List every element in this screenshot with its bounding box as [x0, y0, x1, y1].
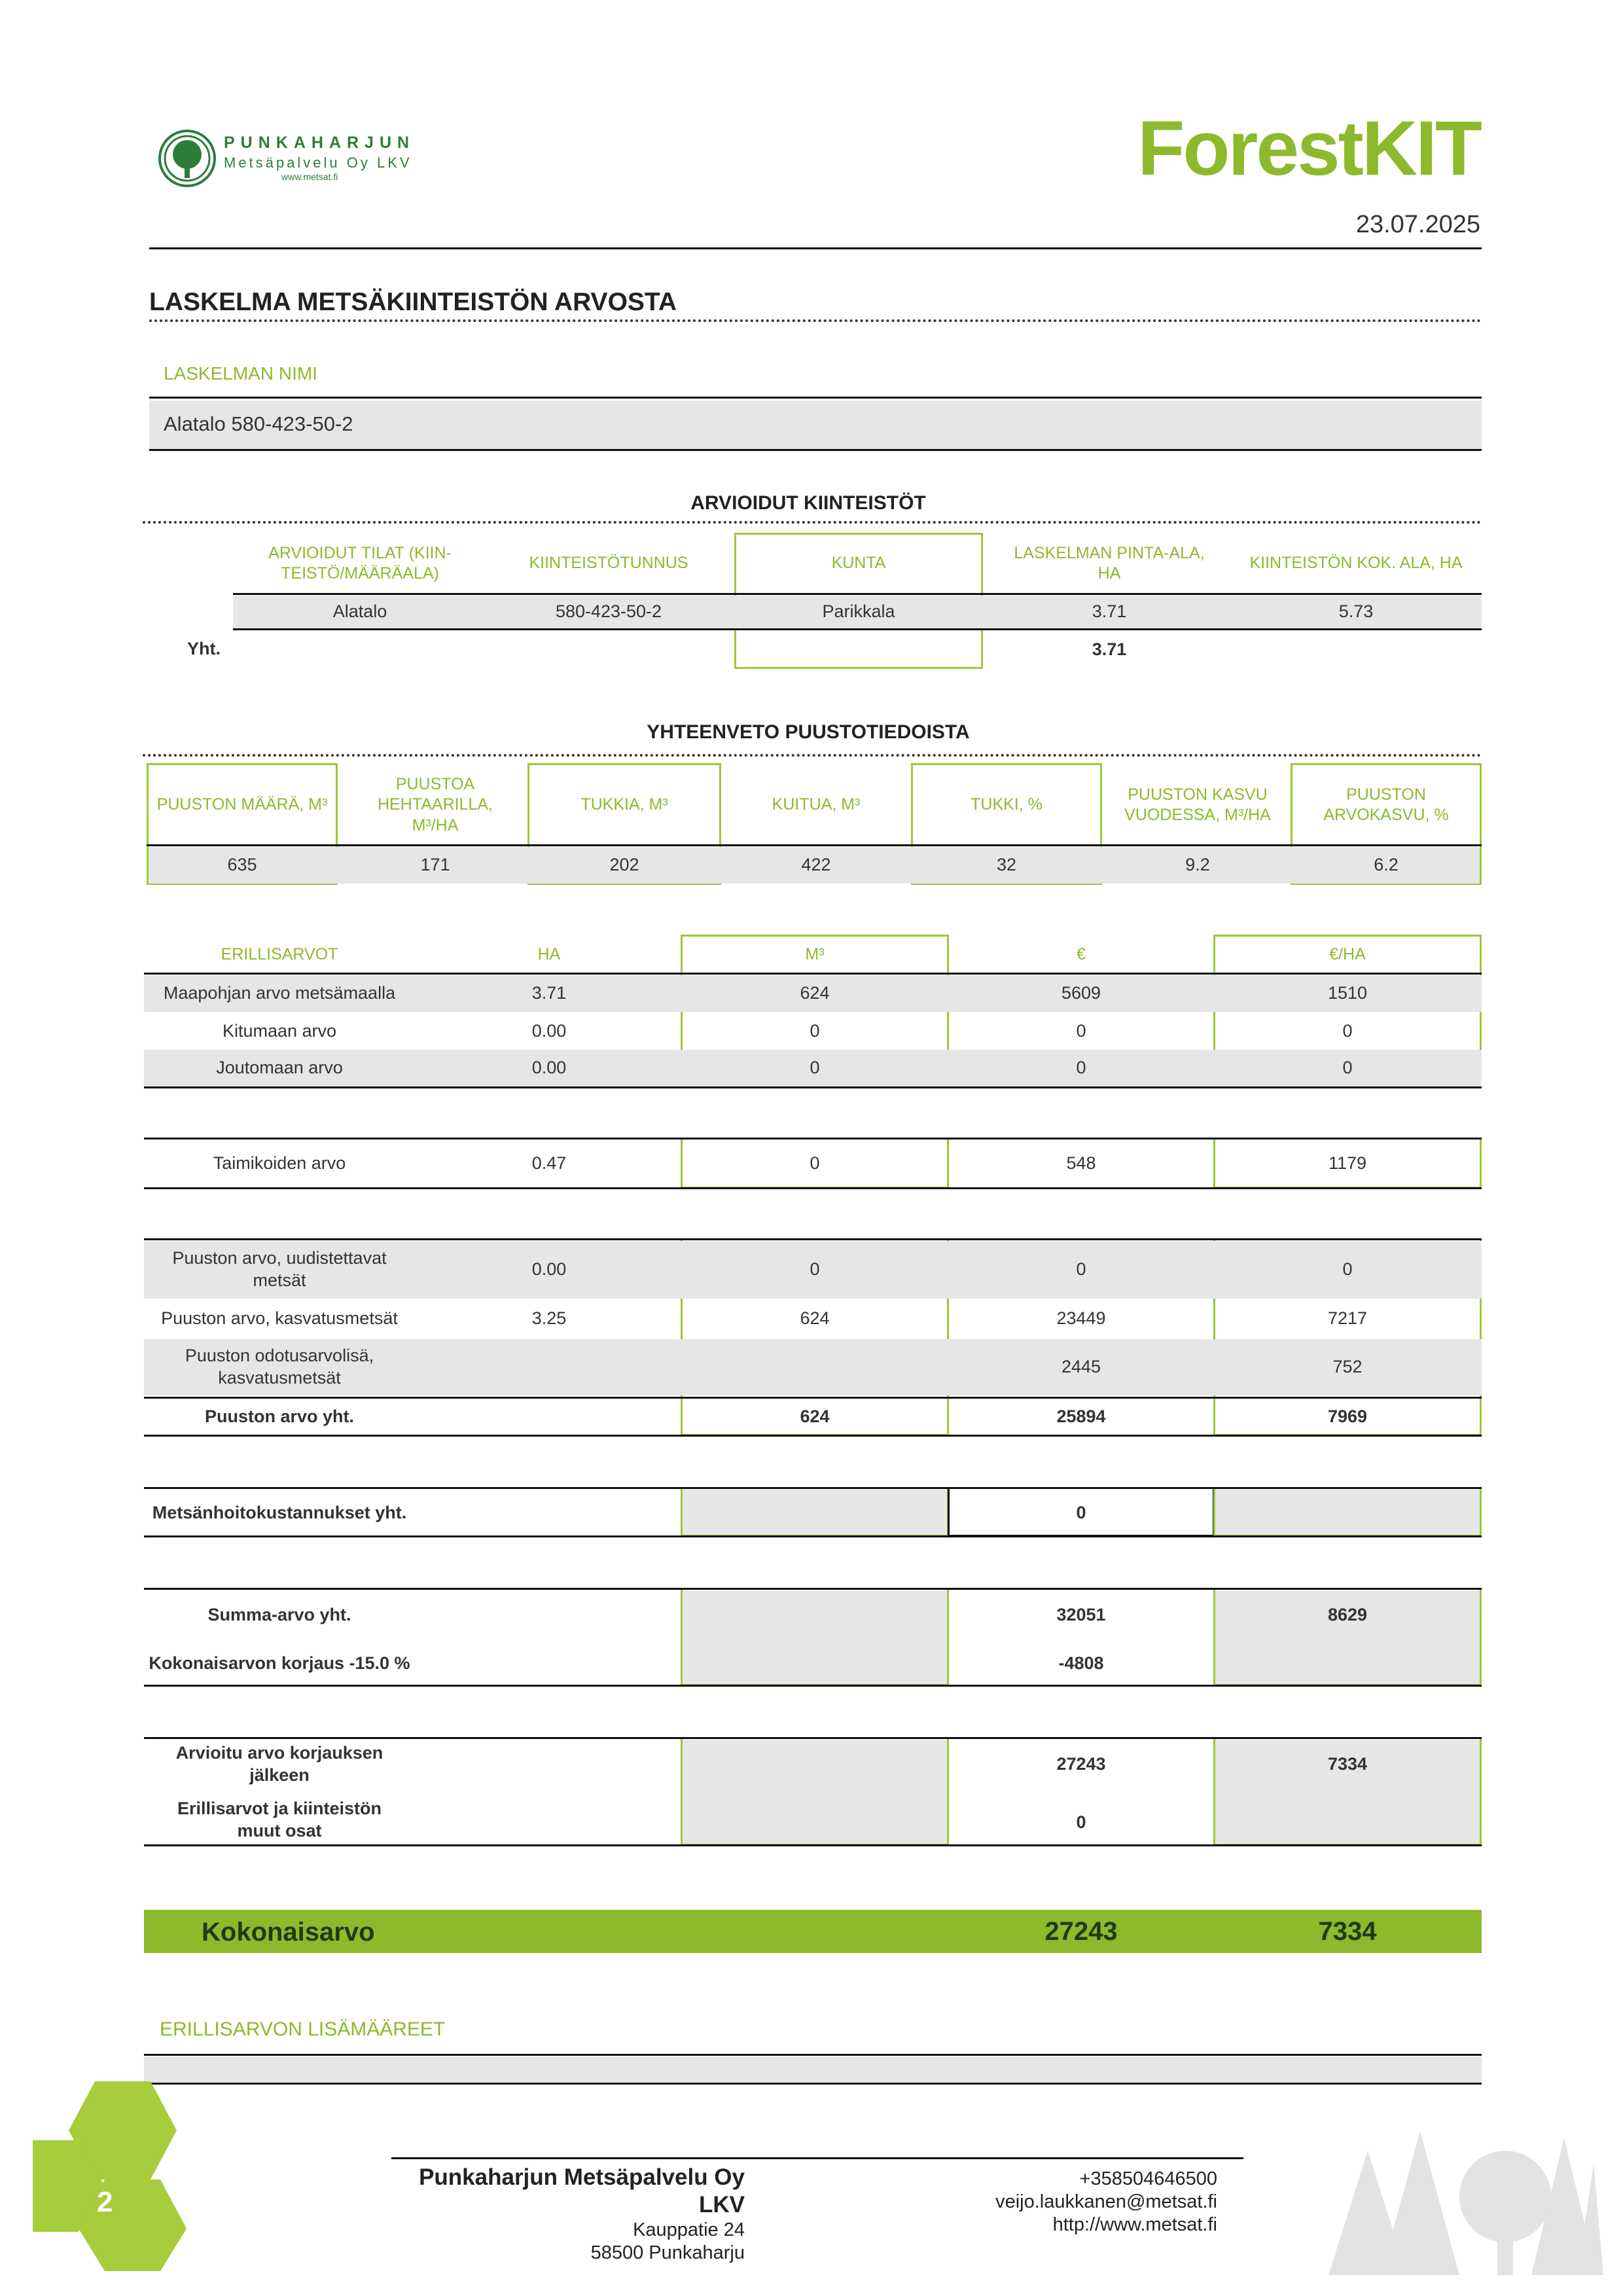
summary-value-arvokasvu: 6.2 — [1374, 855, 1399, 875]
stand-top-rule — [144, 1238, 1482, 1240]
footer-street: Kauppatie 24 — [633, 2219, 745, 2240]
seed-bottom-rule — [144, 1187, 1482, 1189]
prop-row-bottom-rule — [233, 628, 1482, 630]
sum-label: Summa-arvo yht. — [207, 1605, 351, 1625]
summary-header-hehtaarilla: PUUSTOA HEHTAARILLA, M³/HA — [378, 775, 493, 834]
summary-header-tukki-pct: TUKKI, % — [971, 795, 1043, 814]
name-top-rule — [149, 397, 1482, 399]
sep-row-1-eur: 5609 — [1061, 983, 1101, 1003]
notes-top-rule — [144, 2054, 1482, 2056]
page-number: 2 — [97, 2186, 113, 2218]
sep-row-3-ha: 0.00 — [531, 1058, 567, 1078]
prop-header-tunnus: KIINTEISTÖTUNNUS — [529, 554, 688, 573]
summary-value-tukki-pct: 32 — [996, 855, 1017, 875]
summary-header-kasvu: PUUSTON KASVU VUODESSA, M³/HA — [1124, 785, 1271, 824]
sum-eurha: 8629 — [1327, 1605, 1368, 1625]
after-eur: 27243 — [1056, 1754, 1106, 1774]
sep-row-2-label: Kitumaan arvo — [222, 1021, 337, 1041]
notes-label: ERILLISARVON LISÄMÄÄREET — [160, 2018, 446, 2040]
stand-total-rule — [144, 1397, 1482, 1399]
tree-emblem-icon — [157, 128, 217, 188]
sep-row-1-label: Maapohjan arvo metsämaalla — [163, 983, 396, 1003]
prop-cell-pinta-ala: 3.71 — [1092, 601, 1127, 622]
footer-contact — [955, 2168, 1217, 2236]
seed-ha: 0.47 — [531, 1153, 567, 1174]
stand-row-1-eur: 0 — [1076, 1259, 1086, 1280]
after-top-rule — [144, 1737, 1482, 1739]
sep-row-3-eur: 0 — [1076, 1058, 1086, 1078]
logo-url: www.metsat.fi — [281, 171, 338, 182]
summary-header-kuitua: KUITUA, M³ — [772, 795, 861, 814]
stand-row-1-ha: 0.00 — [531, 1259, 567, 1280]
name-bottom-rule — [149, 449, 1482, 451]
summary-header-arvokasvu: PUUSTON ARVOKASVU, % — [1323, 785, 1449, 824]
costs-m3-shade — [683, 1490, 947, 1535]
page-title: LASKELMA METSÄKIINTEISTÖN ARVOSTA — [149, 288, 677, 316]
sep-row-2-ha: 0.00 — [531, 1021, 567, 1041]
footer-address — [391, 2164, 745, 2265]
prop-cell-tilat: Alatalo — [332, 601, 387, 622]
sep-bottom-rule — [144, 1086, 1482, 1088]
sep-row-2-eur: 0 — [1076, 1021, 1086, 1041]
sep-header-m3: M³ — [805, 945, 825, 964]
sep-row-1-m3: 624 — [800, 983, 830, 1003]
prop-cell-kunta: Parikkala — [822, 601, 895, 622]
costs-eur: 0 — [1076, 1503, 1086, 1523]
sep-row-1-ha: 3.71 — [531, 983, 567, 1003]
sum-eur: 32051 — [1056, 1605, 1106, 1625]
sum-bottom-rule — [144, 1685, 1482, 1687]
summary-value-kuitua: 422 — [801, 855, 831, 875]
stand-row-2-label: Puuston arvo, kasvatusmetsät — [161, 1308, 398, 1329]
title-divider — [149, 319, 1482, 322]
prop-header-pinta-ala: LASKELMAN PINTA-ALA, HA — [1014, 543, 1205, 583]
after-bottom-rule — [144, 1844, 1482, 1846]
stand-bottom-rule — [144, 1435, 1482, 1437]
after-label: Arvioitu arvo korjauksen jälkeen — [175, 1743, 383, 1785]
summary-divider — [143, 754, 1482, 757]
forest-trees-icon — [1329, 2125, 1603, 2275]
stand-total-eurha: 7969 — [1327, 1407, 1368, 1427]
stand-row-2-m3: 624 — [800, 1308, 830, 1329]
footer-city: 58500 Punkaharju — [590, 2242, 745, 2263]
sep-row-1-eurha: 1510 — [1327, 983, 1368, 1003]
footer-phone: +358504646500 — [1079, 2168, 1217, 2189]
header-divider — [149, 247, 1482, 249]
after-m3-shade — [683, 1740, 947, 1844]
stand-row-2-ha: 3.25 — [531, 1308, 567, 1329]
summary-value-kasvu: 9.2 — [1185, 855, 1210, 875]
extra-eur: 0 — [1076, 1812, 1086, 1833]
sep-row-2-eurha: 0 — [1342, 1021, 1353, 1041]
stand-row-3-eur: 2445 — [1061, 1357, 1101, 1377]
correction-label: Kokonaisarvon korjaus -15.0 % — [149, 1653, 410, 1674]
costs-bottom-rule — [144, 1535, 1482, 1537]
notes-field — [144, 2056, 1482, 2083]
seed-m3: 0 — [810, 1153, 820, 1174]
footer-website[interactable]: http://www.metsat.fi — [1052, 2214, 1217, 2235]
seed-top-rule — [144, 1138, 1482, 1139]
summary-header-maara: PUUSTON MÄÄRÄ, M³ — [156, 795, 328, 814]
stand-row-1-m3: 0 — [810, 1259, 820, 1280]
seed-eurha: 1179 — [1328, 1153, 1367, 1174]
sep-header-eur: € — [1077, 945, 1086, 964]
total-eurha: 7334 — [1318, 1917, 1377, 1946]
summary-title: YHTEENVETO PUUSTOTIEDOISTA — [647, 721, 970, 743]
prop-total-label: Yht. — [187, 639, 221, 658]
company-logo — [157, 128, 432, 187]
footer-email[interactable]: veijo.laukkanen@metsat.fi — [995, 2191, 1217, 2212]
summary-value-maara: 635 — [227, 855, 257, 875]
summary-header-tukkia: TUKKIA, M³ — [580, 795, 668, 814]
footer-rule — [391, 2157, 1243, 2159]
stand-total-eur: 25894 — [1056, 1407, 1106, 1427]
stand-row-1-eurha: 0 — [1342, 1259, 1353, 1280]
sep-row-3-label: Joutomaan arvo — [216, 1058, 343, 1078]
seed-label: Taimikoiden arvo — [213, 1153, 346, 1174]
prop-header-kok-ala: KIINTEISTÖN KOK. ALA, HA — [1249, 554, 1463, 573]
sep-header-ha: HA — [537, 945, 561, 964]
costs-eurha-shade — [1215, 1490, 1480, 1535]
footer-company: Punkaharjun Metsäpalvelu Oy LKV — [419, 2164, 745, 2217]
stand-total-m3: 624 — [800, 1407, 830, 1427]
properties-divider — [143, 521, 1482, 524]
stand-row-1-label: Puuston arvo, uudistettavat metsät — [172, 1248, 387, 1290]
name-value: Alatalo 580-423-50-2 — [164, 412, 353, 435]
brand-name: ForestKIT — [1137, 105, 1480, 192]
extra-label: Erillisarvot ja kiinteistön muut osat — [177, 1799, 382, 1840]
sep-row-3-eurha: 0 — [1342, 1058, 1353, 1078]
sep-header-label: ERILLISARVOT — [221, 945, 338, 964]
stand-total-label: Puuston arvo yht. — [204, 1407, 355, 1427]
after-eurha: 7334 — [1327, 1754, 1368, 1774]
stand-row-2-eur: 23449 — [1056, 1308, 1106, 1329]
summary-values-top-rule — [147, 844, 1482, 846]
correction-eur: -4808 — [1058, 1653, 1104, 1674]
stand-row-2-eurha: 7217 — [1327, 1308, 1368, 1329]
sum-top-rule — [144, 1588, 1482, 1590]
summary-value-tukkia: 202 — [609, 855, 639, 875]
name-label: LASKELMAN NIMI — [164, 363, 317, 384]
prop-total-area: 3.71 — [1092, 639, 1127, 660]
logo-name: PUNKAHARJUN — [224, 134, 416, 152]
report-date: 23.07.2025 — [1355, 211, 1480, 238]
stand-row-3-label: Puuston odotusarvolisä, kasvatusmetsät — [185, 1346, 374, 1388]
sep-row-3-m3: 0 — [810, 1058, 820, 1078]
notes-bottom-rule — [144, 2083, 1482, 2085]
page-number-hexagons — [33, 2075, 255, 2271]
sum-m3-shade — [683, 1590, 947, 1684]
stand-row-3-eurha: 752 — [1332, 1357, 1363, 1377]
sep-row-2-m3: 0 — [810, 1021, 820, 1041]
prop-cell-tunnus: 580-423-50-2 — [555, 601, 662, 622]
total-eur: 27243 — [1044, 1917, 1118, 1946]
costs-label: Metsänhoitokustannukset yht. — [152, 1503, 407, 1523]
prop-row-top-rule — [233, 593, 1482, 595]
sep-header-eurha: €/HA — [1329, 945, 1366, 964]
prop-header-kunta: KUNTA — [831, 554, 886, 573]
sep-header-rule — [144, 973, 1482, 975]
costs-top-rule — [144, 1487, 1482, 1489]
properties-title: ARVIOIDUT KIINTEISTÖT — [690, 492, 926, 514]
seed-eur: 548 — [1066, 1153, 1096, 1174]
prop-cell-kok-ala: 5.73 — [1338, 601, 1374, 622]
logo-subtitle: Metsäpalvelu Oy LKV — [224, 154, 412, 171]
prop-header-tilat: ARVIOIDUT TILAT (KIIN-TEISTÖ/MÄÄRÄALA) — [268, 543, 452, 583]
total-label: Kokonaisarvo — [202, 1918, 375, 1946]
summary-value-hehtaarilla: 171 — [420, 855, 450, 875]
